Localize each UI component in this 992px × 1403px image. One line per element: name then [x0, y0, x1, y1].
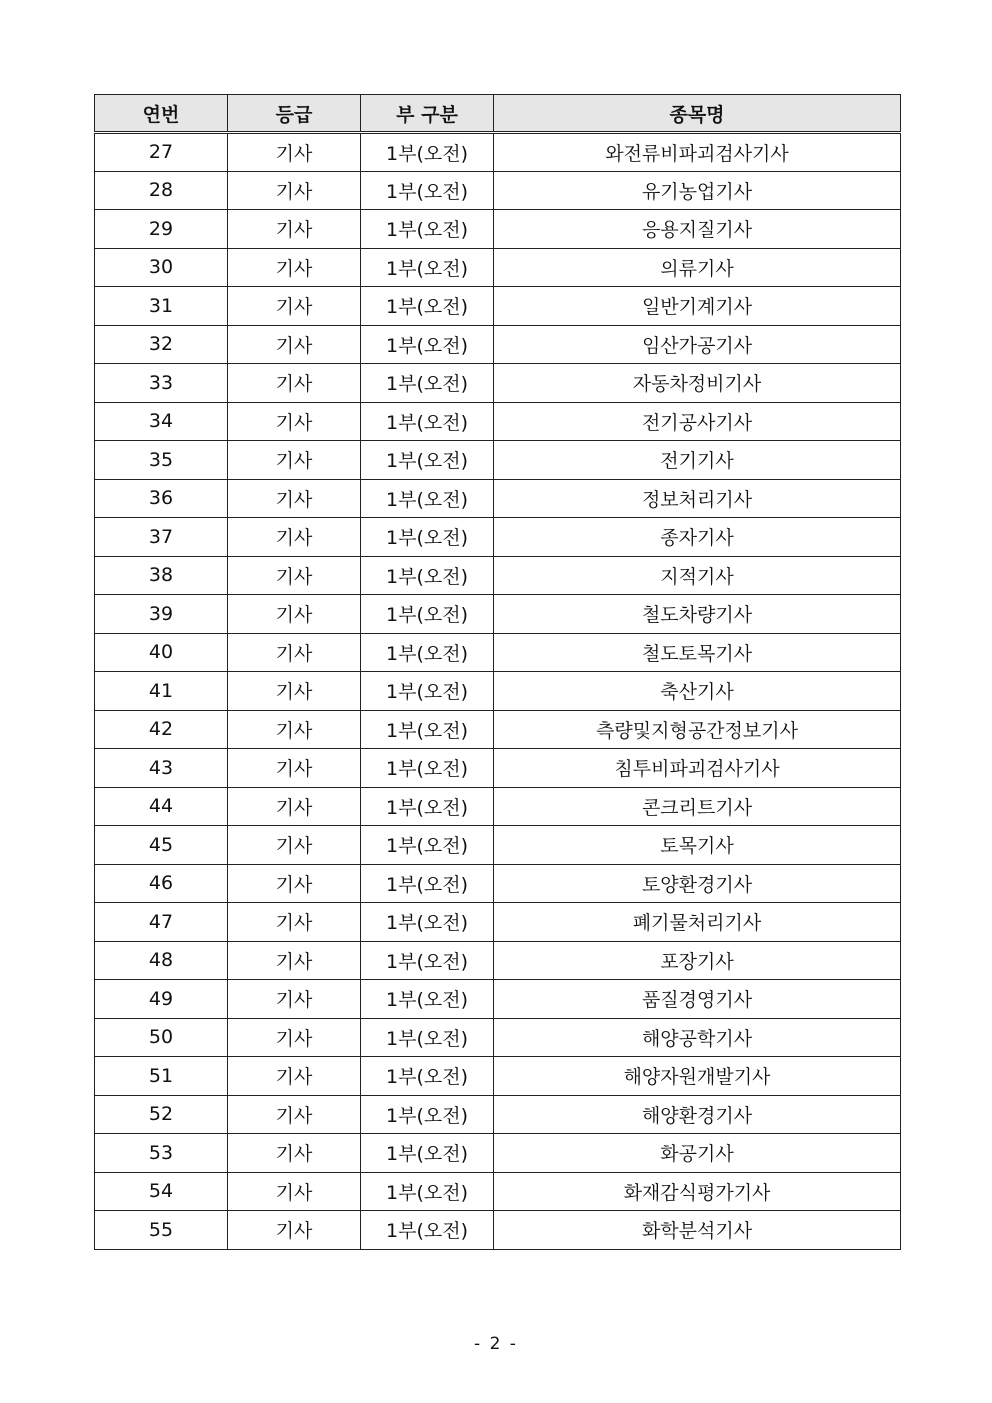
- cell-no: 55: [95, 1211, 228, 1250]
- table-row: [95, 325, 901, 364]
- cell-no: 45: [95, 826, 228, 865]
- cell-session: 1부(오전): [361, 941, 494, 980]
- cell-name: 지적기사: [494, 556, 901, 595]
- cell-grade: 기사: [228, 210, 361, 249]
- table-row: [95, 710, 901, 749]
- cell-name: 철도차량기사: [494, 595, 901, 634]
- cell-name: 임산가공기사: [494, 325, 901, 364]
- cell-grade: 기사: [228, 1211, 361, 1250]
- cell-session: 1부(오전): [361, 633, 494, 672]
- header-session: 부 구분: [361, 95, 494, 133]
- table-row: [95, 441, 901, 480]
- page-number: - 2 -: [474, 1334, 518, 1354]
- table-row: [95, 1018, 901, 1057]
- cell-name: 품질경영기사: [494, 980, 901, 1019]
- cell-grade: 기사: [228, 1172, 361, 1211]
- cell-no: 32: [95, 325, 228, 364]
- cell-session: 1부(오전): [361, 171, 494, 210]
- cell-no: 48: [95, 941, 228, 980]
- cell-grade: 기사: [228, 941, 361, 980]
- cell-name: 전기기사: [494, 441, 901, 480]
- cell-no: 38: [95, 556, 228, 595]
- cell-name: 응용지질기사: [494, 210, 901, 249]
- cell-session: 1부(오전): [361, 1095, 494, 1134]
- table-row: [95, 287, 901, 326]
- cell-grade: 기사: [228, 402, 361, 441]
- cell-no: 44: [95, 787, 228, 826]
- table-row: [95, 787, 901, 826]
- table-row: [95, 1095, 901, 1134]
- cell-name: 화재감식평가기사: [494, 1172, 901, 1211]
- cell-session: 1부(오전): [361, 364, 494, 403]
- cell-session: 1부(오전): [361, 402, 494, 441]
- header-name: 종목명: [494, 95, 901, 133]
- cell-grade: 기사: [228, 633, 361, 672]
- cell-name: 폐기물처리기사: [494, 903, 901, 942]
- cell-name: 철도토목기사: [494, 633, 901, 672]
- cell-no: 46: [95, 864, 228, 903]
- cell-session: 1부(오전): [361, 287, 494, 326]
- cell-no: 37: [95, 518, 228, 557]
- cell-session: 1부(오전): [361, 1211, 494, 1250]
- cell-session: 1부(오전): [361, 1134, 494, 1173]
- table-row: [95, 633, 901, 672]
- cell-no: 33: [95, 364, 228, 403]
- cell-grade: 기사: [228, 826, 361, 865]
- table-row: [95, 479, 901, 518]
- cell-session: 1부(오전): [361, 710, 494, 749]
- cell-grade: 기사: [228, 710, 361, 749]
- table-row: [95, 672, 901, 711]
- cell-no: 49: [95, 980, 228, 1019]
- cell-name: 토목기사: [494, 826, 901, 865]
- table-row: [95, 210, 901, 249]
- cell-name: 종자기사: [494, 518, 901, 557]
- cell-name: 유기농업기사: [494, 171, 901, 210]
- cell-no: 47: [95, 903, 228, 942]
- cell-no: 31: [95, 287, 228, 326]
- cell-grade: 기사: [228, 903, 361, 942]
- cell-grade: 기사: [228, 672, 361, 711]
- cell-session: 1부(오전): [361, 518, 494, 557]
- table-row: [95, 826, 901, 865]
- cell-grade: 기사: [228, 287, 361, 326]
- cell-name: 해양자원개발기사: [494, 1057, 901, 1096]
- table-row: [95, 1211, 901, 1250]
- cell-session: 1부(오전): [361, 1057, 494, 1096]
- cell-no: 52: [95, 1095, 228, 1134]
- cell-no: 43: [95, 749, 228, 788]
- exam-schedule-table: [94, 94, 901, 1250]
- cell-session: 1부(오전): [361, 595, 494, 634]
- table-row: [95, 941, 901, 980]
- cell-session: 1부(오전): [361, 980, 494, 1019]
- cell-name: 의류기사: [494, 248, 901, 287]
- cell-grade: 기사: [228, 133, 361, 172]
- table-row: [95, 864, 901, 903]
- cell-session: 1부(오전): [361, 749, 494, 788]
- cell-session: 1부(오전): [361, 672, 494, 711]
- cell-grade: 기사: [228, 325, 361, 364]
- cell-session: 1부(오전): [361, 864, 494, 903]
- cell-name: 와전류비파괴검사기사: [494, 133, 901, 172]
- cell-grade: 기사: [228, 787, 361, 826]
- cell-no: 30: [95, 248, 228, 287]
- table-row: [95, 749, 901, 788]
- cell-name: 축산기사: [494, 672, 901, 711]
- cell-session: 1부(오전): [361, 787, 494, 826]
- header-no: 연번: [95, 95, 228, 133]
- cell-session: 1부(오전): [361, 1172, 494, 1211]
- table-row: [95, 364, 901, 403]
- cell-session: 1부(오전): [361, 441, 494, 480]
- cell-no: 27: [95, 133, 228, 172]
- cell-name: 측량및지형공간정보기사: [494, 710, 901, 749]
- cell-grade: 기사: [228, 749, 361, 788]
- cell-grade: 기사: [228, 479, 361, 518]
- table-row: [95, 556, 901, 595]
- cell-session: 1부(오전): [361, 325, 494, 364]
- table-row: [95, 518, 901, 557]
- table-row: [95, 402, 901, 441]
- cell-grade: 기사: [228, 980, 361, 1019]
- cell-grade: 기사: [228, 171, 361, 210]
- cell-no: 54: [95, 1172, 228, 1211]
- cell-session: 1부(오전): [361, 210, 494, 249]
- cell-no: 40: [95, 633, 228, 672]
- table-row: [95, 980, 901, 1019]
- cell-name: 정보처리기사: [494, 479, 901, 518]
- cell-name: 화공기사: [494, 1134, 901, 1173]
- cell-no: 42: [95, 710, 228, 749]
- cell-no: 28: [95, 171, 228, 210]
- table-row: [95, 133, 901, 172]
- table-row: [95, 903, 901, 942]
- cell-grade: 기사: [228, 248, 361, 287]
- cell-name: 토양환경기사: [494, 864, 901, 903]
- cell-name: 포장기사: [494, 941, 901, 980]
- table-row: [95, 595, 901, 634]
- cell-grade: 기사: [228, 1134, 361, 1173]
- cell-name: 전기공사기사: [494, 402, 901, 441]
- table-row: [95, 171, 901, 210]
- table-header: [95, 95, 901, 133]
- cell-session: 1부(오전): [361, 556, 494, 595]
- cell-grade: 기사: [228, 864, 361, 903]
- cell-name: 일반기계기사: [494, 287, 901, 326]
- cell-name: 자동차정비기사: [494, 364, 901, 403]
- cell-grade: 기사: [228, 556, 361, 595]
- header-grade: 등급: [228, 95, 361, 133]
- cell-no: 39: [95, 595, 228, 634]
- table-row: [95, 248, 901, 287]
- cell-no: 35: [95, 441, 228, 480]
- cell-grade: 기사: [228, 1018, 361, 1057]
- cell-name: 해양공학기사: [494, 1018, 901, 1057]
- cell-session: 1부(오전): [361, 479, 494, 518]
- table-body: [95, 133, 901, 1250]
- cell-session: 1부(오전): [361, 248, 494, 287]
- table-row: [95, 1057, 901, 1096]
- cell-no: 29: [95, 210, 228, 249]
- cell-grade: 기사: [228, 1095, 361, 1134]
- cell-session: 1부(오전): [361, 133, 494, 172]
- cell-no: 41: [95, 672, 228, 711]
- cell-session: 1부(오전): [361, 903, 494, 942]
- cell-session: 1부(오전): [361, 826, 494, 865]
- cell-name: 침투비파괴검사기사: [494, 749, 901, 788]
- cell-grade: 기사: [228, 595, 361, 634]
- header-row: [95, 95, 901, 133]
- cell-name: 콘크리트기사: [494, 787, 901, 826]
- cell-no: 36: [95, 479, 228, 518]
- cell-grade: 기사: [228, 364, 361, 403]
- cell-session: 1부(오전): [361, 1018, 494, 1057]
- cell-grade: 기사: [228, 441, 361, 480]
- cell-no: 50: [95, 1018, 228, 1057]
- cell-no: 53: [95, 1134, 228, 1173]
- cell-grade: 기사: [228, 1057, 361, 1096]
- cell-name: 화학분석기사: [494, 1211, 901, 1250]
- cell-grade: 기사: [228, 518, 361, 557]
- table-row: [95, 1134, 901, 1173]
- cell-no: 34: [95, 402, 228, 441]
- table-row: [95, 1172, 901, 1211]
- cell-name: 해양환경기사: [494, 1095, 901, 1134]
- cell-no: 51: [95, 1057, 228, 1096]
